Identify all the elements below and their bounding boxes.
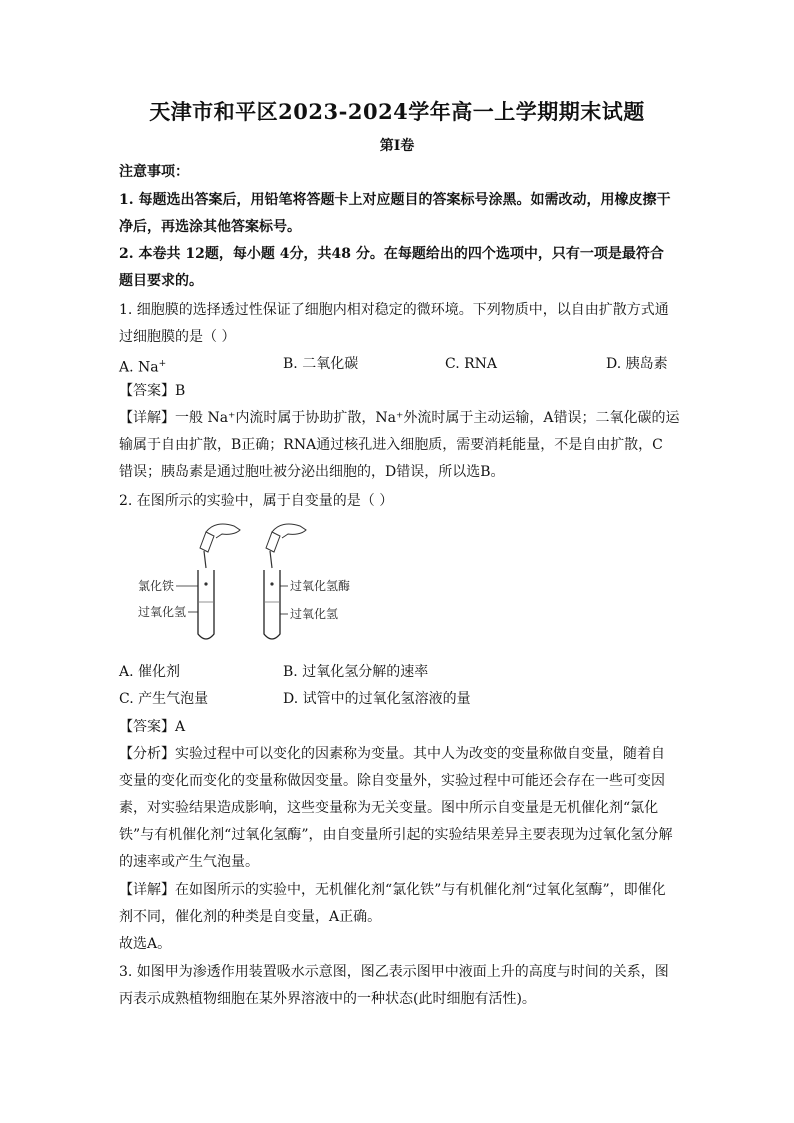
q2-detail-line-2: 剂不同，催化剂的种类是自变量，A正确。 — [119, 909, 382, 925]
q2-answer: 【答案】A — [119, 719, 186, 735]
left-test-tube-icon — [198, 570, 214, 639]
right-dropper-bulb-icon — [266, 532, 280, 552]
q1-option-a — [119, 354, 166, 378]
q2-option-a: A. 催化剂 — [119, 664, 181, 680]
right-dropper-tip-icon — [270, 551, 272, 568]
figure-label-left-bottom: 过氧化氢 — [138, 605, 187, 619]
notice-item-2-line-2: 题目要求的。 — [119, 273, 203, 289]
q1-detail-line-3: 错误；胰岛素是通过胞吐被分泌出细胞的，D错误，所以选B。 — [119, 464, 505, 480]
q1-option-c: C. RNA — [445, 356, 498, 372]
q2-analysis-line-1: 【分析】实验过程中可以变化的因素称为变量。其中人为改变的变量称做自变量，随着自 — [119, 746, 665, 762]
notice-item-1-line-1: 1. 每题选出答案后，用铅笔将答题卡上对应题目的答案标号涂黑。如需改动，用橡皮擦干 — [119, 192, 671, 208]
q2-analysis-line-4: 铁”与有机催化剂“过氧化氢酶”，由自变量所引起的实验结果差异主要表现为过氧化氢分解 — [119, 827, 673, 843]
left-drop-icon — [204, 582, 207, 585]
q3-stem-line-1: 3. 如图甲为渗透作用装置吸水示意图，图乙表示图甲中液面上升的高度与时间的关系，图 — [119, 964, 669, 980]
notice-heading: 注意事项： — [119, 164, 189, 180]
q3-stem-line-2: 丙表示成熟植物细胞在某外界溶液中的一种状态(此时细胞有活性)。 — [119, 991, 536, 1007]
q1-option-d: D. 胰岛素 — [606, 356, 668, 372]
q1-stem-line-1: 1. 细胞膜的选择透过性保证了细胞内相对稳定的微环境。下列物质中，以自由扩散方式通 — [119, 302, 669, 318]
figure-label-left-top: 氯化铁 — [138, 579, 175, 593]
q2-analysis-line-2: 变量的变化而变化的变量称做因变量。除自变量外，实验过程中可能还会存在一些可变因 — [119, 773, 665, 789]
q2-option-d: D. 试管中的过氧化氢溶液的量 — [283, 691, 471, 707]
q2-option-c: C. 产生气泡量 — [119, 691, 209, 707]
notice-item-2-line-1: 2. 本卷共 12题，每小题 4分，共48 分。在每题给出的四个选项中，只有一项是最符合 — [119, 246, 664, 262]
q1-detail-line-1: 【详解】一般 Na⁺内流时属于协助扩散，Na⁺外流时属于主动运输，A错误；二氧化碳的运 — [119, 410, 680, 426]
q2-option-b: B. 过氧化氢分解的速率 — [283, 664, 429, 680]
right-test-tube-icon — [264, 570, 280, 639]
figure-label-right-bottom: 过氧化氢 — [290, 607, 339, 621]
q2-conclusion: 故选A。 — [119, 936, 172, 952]
q1-stem-line-2: 过细胞膜的是（ ） — [119, 329, 236, 345]
figure-label-right-top: 过氧化氢酶 — [290, 579, 351, 593]
q2-detail-line-1: 【详解】在如图所示的实验中，无机催化剂“氯化铁”与有机催化剂“过氧化氢酶”，即催化 — [119, 882, 666, 898]
test-tube-figure — [136, 518, 366, 644]
page-title: 天津市和平区2023-2024学年高一上学期期末试题 — [149, 99, 645, 124]
volume-label: 第I卷 — [379, 138, 415, 154]
q2-stem: 2. 在图所示的实验中，属于自变量的是（ ） — [119, 493, 394, 509]
q2-analysis-line-5: 的速率或产生气泡量。 — [119, 854, 259, 870]
left-dropper-tip-icon — [204, 551, 206, 568]
q2-analysis-line-3: 素，对实验结果造成影响，这些变量称为无关变量。图中所示自变量是无机催化剂“氯化 — [119, 800, 659, 816]
q1-option-b: B. 二氧化碳 — [283, 356, 359, 372]
q1-option-a-superscript: + — [158, 359, 167, 369]
q1-answer: 【答案】B — [119, 383, 186, 399]
q1-option-a-text: A. Na — [119, 359, 159, 376]
notice-item-1-line-2: 净后，再选涂其他答案标号。 — [119, 219, 301, 235]
right-drop-icon — [270, 582, 273, 585]
left-dropper-bulb-icon — [200, 532, 214, 552]
q1-detail-line-2: 输属于自由扩散，B正确；RNA通过核孔进入细胞质，需要消耗能量，不是自由扩散，C — [119, 437, 663, 453]
